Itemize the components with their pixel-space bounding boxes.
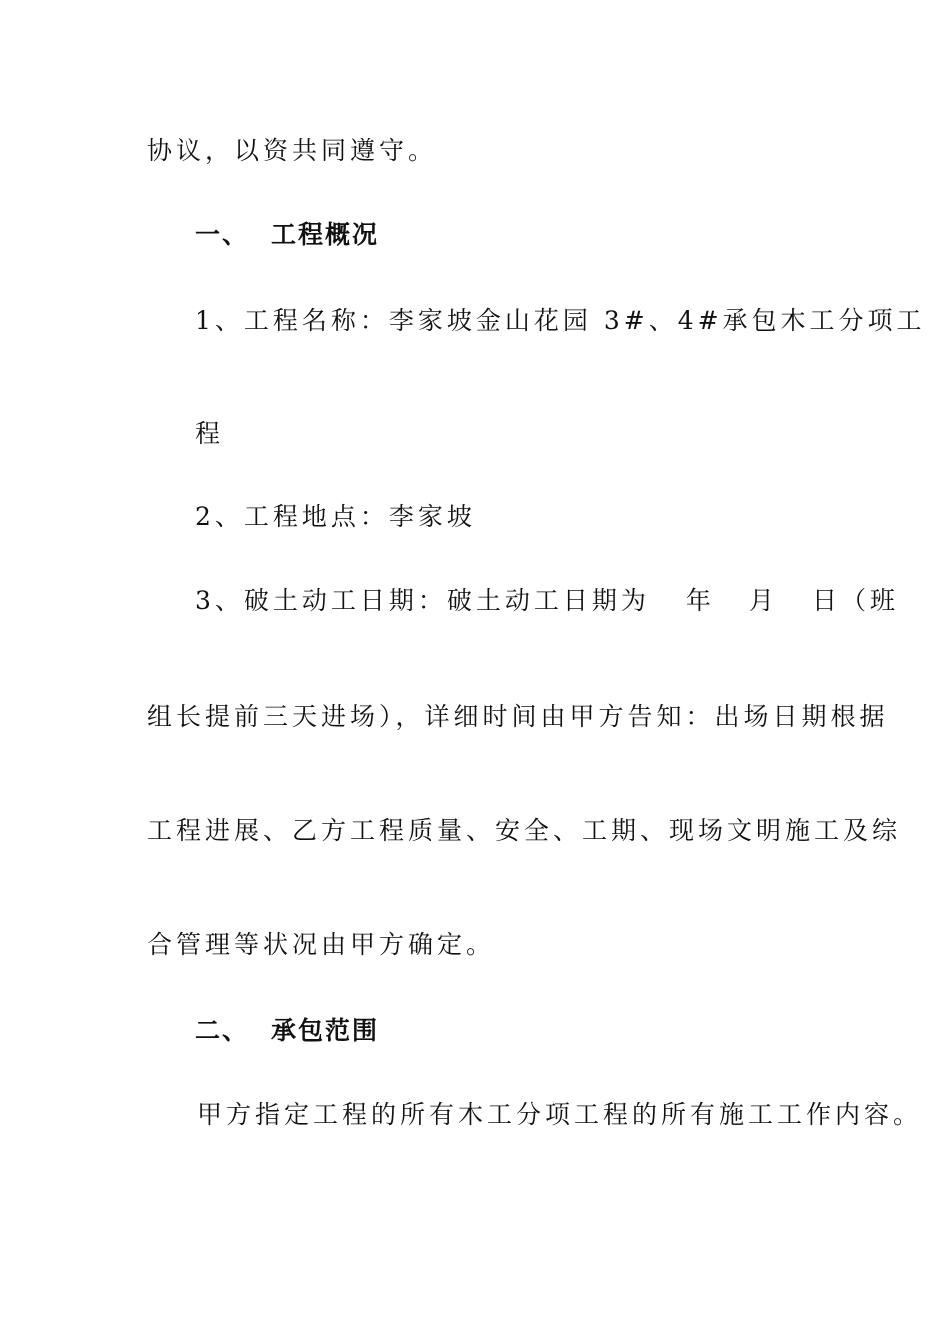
section-title: 承包范围	[271, 1016, 380, 1045]
paragraph-start-date	[195, 586, 899, 616]
section-heading-project-overview	[195, 220, 379, 250]
paragraph-start-date-line3: 工程进展、乙方工程质量、安全、工期、现场文明施工及综	[147, 816, 902, 845]
paragraph-scope-detail: 甲方指定工程的所有木工分项工程的所有施工工作内容。	[197, 1100, 923, 1129]
start-date-day: 日（班	[811, 586, 899, 615]
paragraph-agreement-closing: 协议，以资共同遵守。	[147, 136, 438, 165]
paragraph-start-date-line4: 合管理等状况由甲方确定。	[147, 930, 496, 959]
paragraph-project-name: 1、工程名称：李家坡金山花园 3#、4#承包木工分项工	[195, 306, 926, 335]
paragraph-start-date-line2: 组长提前三天进场），详细时间由甲方告知：出场日期根据	[147, 702, 889, 731]
paragraph-project-location: 2、工程地点：李家坡	[195, 502, 476, 531]
paragraph-project-name-continued: 程	[195, 419, 225, 448]
start-date-year: 年	[685, 586, 715, 615]
section-number: 一、	[195, 220, 250, 249]
section-heading-contract-scope	[195, 1016, 379, 1046]
start-date-label: 3、破土动工日期：破土动工日期为	[195, 586, 650, 615]
section-title: 工程概况	[271, 220, 380, 249]
section-number: 二、	[195, 1016, 250, 1045]
start-date-month: 月	[748, 586, 778, 615]
